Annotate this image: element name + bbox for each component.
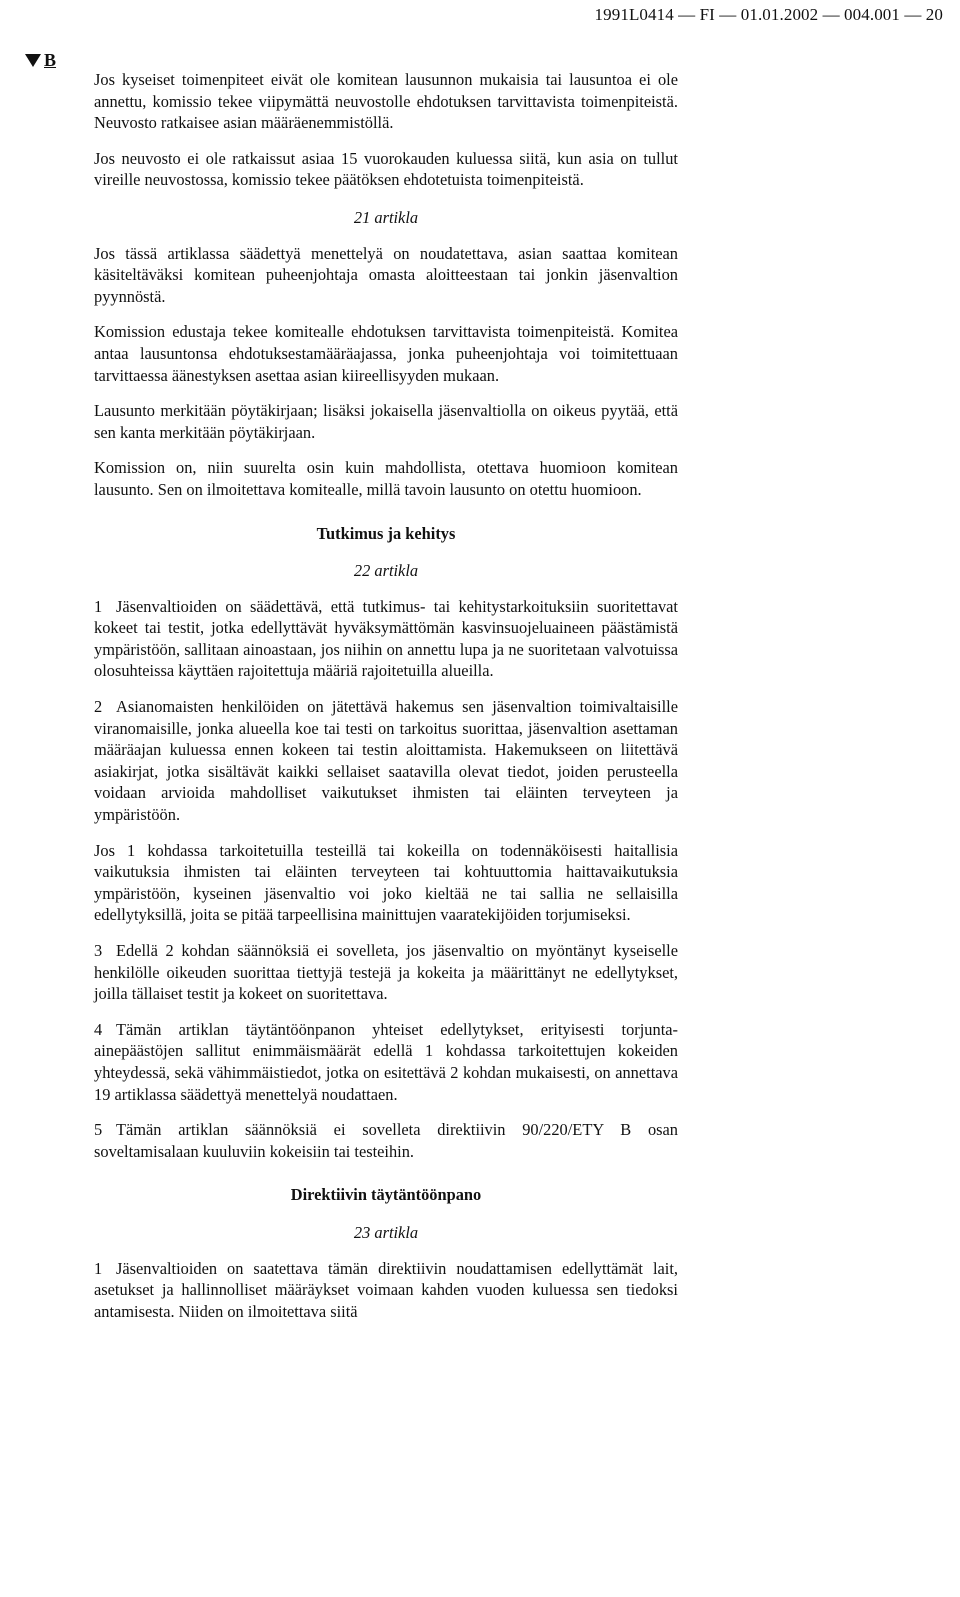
numbered-paragraph	[94, 1258, 678, 1323]
paragraph-number: 4	[94, 1019, 103, 1039]
paragraph-text: Tämän artiklan täytäntöönpanon yhteiset edellytykset, erityisesti torjunta-ainepäästöjen sallitut enimmäismäärät edellä 1 kohdassa tarkoitettujen kokeiden yhteydessä, sekä vähimmäistiedot, jotka on esitettävä 2 kohdan mukaisesti, on annettava 19 artiklassa säädettyä menettelyä noudattaen.	[94, 1019, 678, 1104]
paragraph-text: Edellä 2 kohdan säännöksiä ei sovelleta, jos jäsenvaltio on myöntänyt kyseiselle henkilölle oikeuden suorittaa tiettyjä testejä ja kokeita ja määrittänyt ne edellytykset, joilla tällaiset testit ja kokeet on suoritettava.	[94, 941, 678, 1004]
paragraph-number: 2	[94, 697, 103, 717]
amendment-marker	[25, 50, 56, 71]
numbered-paragraph	[94, 596, 678, 682]
paragraph-number: 1	[94, 596, 103, 616]
article-22-title: 22 artikla	[353, 561, 419, 581]
amendment-marker-letter: B	[44, 50, 57, 70]
section-heading-research: Tutkimus ja kehitys	[316, 523, 456, 543]
paragraph-number: 1	[94, 1258, 103, 1278]
triangle-marker-icon	[25, 54, 41, 67]
document-reference-header: 1991L0414 — FI — 01.01.2002 — 004.001 — 20	[594, 5, 943, 24]
document-body	[94, 69, 678, 1336]
paragraph: Jos kyseiset toimenpiteet eivät ole komitean lausunnon mukaisia tai lausuntoa ei ole annettu, komissio tekee viipymättä neuvostolle ehdotuksen tarvittavista toimenpiteistä. Neuvosto ratkaisee asian määräenemmistöllä.	[94, 70, 678, 133]
paragraph: Lausunto merkitään pöytäkirjaan; lisäksi jokaisella jäsenvaltiolla on oikeus pyytää, että sen kanta merkitään pöytäkirjaan.	[94, 401, 678, 442]
paragraph: Jos tässä artiklassa säädettyä menettelyä on noudatettava, asian saattaa komitean käsiteltäväksi komitean puheenjohtaja omasta aloitteestaan tai jonkin jäsenvaltion pyynnöstä.	[94, 243, 678, 306]
paragraph: Jos neuvosto ei ole ratkaissut asiaa 15 vuorokauden kuluessa siitä, kun asia on tullut vireille neuvostossa, komissio tekee päätöksen ehdotetuista toimenpiteistä.	[94, 148, 678, 190]
paragraph-text: Tämän artiklan säännöksiä ei sovelleta direktiivin 90/220/ETY B osan soveltamisalaan kuuluviin kokeisiin tai testeihin.	[94, 1120, 678, 1161]
paragraph: Jos 1 kohdassa tarkoitetuilla testeillä tai kokeilla on todennäköisesti haitallisia vaikutuksia ihmisten tai eläinten terveyteen tai kohtuuttomia haittavaikutuksia ympäristöön, kyseinen jäsenvaltio voi joko kieltää ne tai sallia ne sellaisilla edellytyksillä, joita se pitää tarpeellisina mainittujen vaaratekijöiden torjumiseksi.	[94, 840, 678, 925]
paragraph: Komission on, niin suurelta osin kuin mahdollista, otettava huomioon komitean lausunto. Sen on ilmoitettava komitealle, millä tavoin lausunto on otettu huomioon.	[94, 458, 678, 499]
numbered-paragraph	[94, 1019, 678, 1105]
section-heading-implementation: Direktiivin täytäntöönpano	[290, 1185, 482, 1205]
paragraph-text: Jäsenvaltioiden on säädettävä, että tutkimus- tai kehitystarkoituksiin suoritettavat kokeet tai testit, jotka edellyttävät hyväksymättömän kasvinsuojeluaineen päästämistä ympäristöön, sallitaan ainoastaan, jos niihin on annettu lupa ja ne suoritetaan valvotuissa olosuhteissa käyttäen rajoitettuja määriä rajoitetuilla alueilla.	[94, 596, 678, 681]
article-21-title: 21 artikla	[353, 207, 419, 227]
paragraph-text: Asianomaisten henkilöiden on jätettävä hakemus sen jäsenvaltion toimivaltaisille viranomaisille, jonka alueella koe tai testi on tarkoitus suorittaa, jäsenvaltion asettaman määräajan kuluessa ennen kokeen tai testin aloittamista. Hakemukseen on liitettävä asiakirjat, jotka sisältävät kaikki sellaiset saatavilla olevat tiedot, joiden perusteella voidaan arvioida mahdolliset vaikutukset ihmisten tai eläinten terveyteen ja ympäristöön.	[94, 697, 678, 825]
article-23-title: 23 artikla	[353, 1222, 419, 1242]
paragraph: Komission edustaja tekee komitealle ehdotuksen tarvittavista toimenpiteistä. Komitea antaa lausuntonsa ehdotuksestamääräajassa, jonka puheenjohtaja voi toimitettuaan tarvittaessa äänestyksen asettaa asian kiireellisyyden mukaan.	[94, 322, 678, 385]
numbered-paragraph	[94, 696, 678, 826]
paragraph-number: 3	[94, 941, 103, 960]
numbered-paragraph	[94, 940, 678, 1005]
numbered-paragraph	[94, 1119, 678, 1162]
paragraph-number: 5	[94, 1120, 103, 1140]
paragraph-text: Jäsenvaltioiden on saatettava tämän direktiivin noudattamisen edellyttämät lait, asetukset ja hallinnolliset määräykset voimaan kahden vuoden kuluessa sen tiedoksi antamisesta. Niiden on ilmoitettava siitä	[94, 1258, 678, 1321]
